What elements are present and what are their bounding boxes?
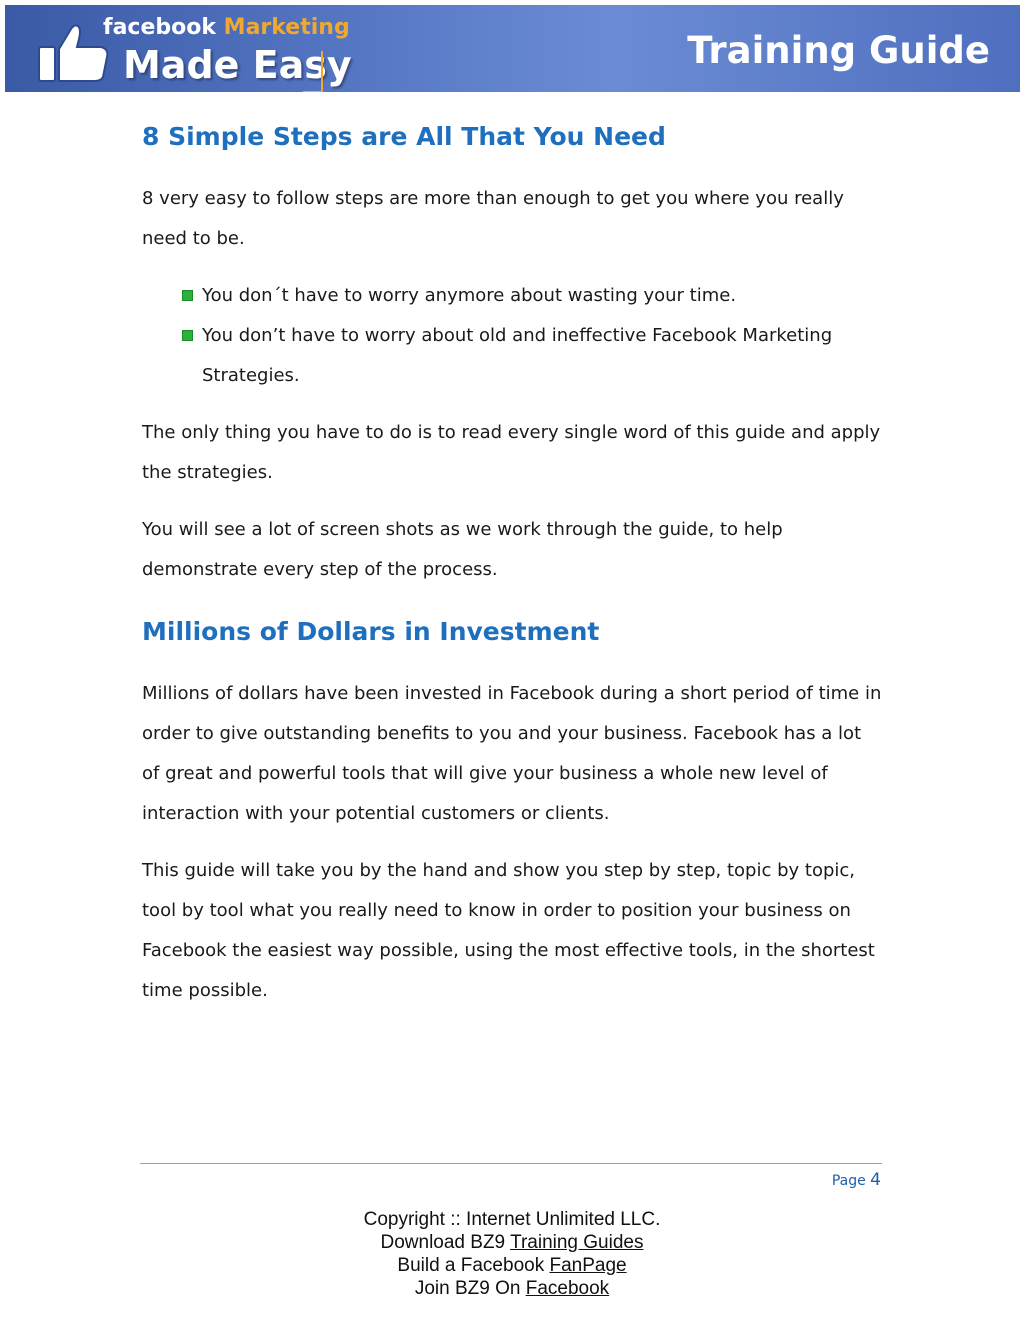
bullet-text: You don’t have to worry about old and ineffective Facebook Marketing Strategies.: [202, 325, 833, 386]
copyright-line: Copyright :: Internet Unlimited LLC.: [363, 1209, 661, 1230]
steps-intro-paragraph: 8 very easy to follow steps are more than enough to get you where you really need to be.: [142, 188, 844, 249]
facebook-text: Join BZ9 On: [414, 1278, 526, 1299]
footer-divider: [140, 1163, 882, 1164]
download-line: [0, 1231, 1024, 1254]
body-paragraph: The only thing you have to do is to read every single word of this guide and apply the strategies.: [142, 422, 881, 483]
steps-bullet-list: [142, 276, 882, 396]
page-content: [142, 112, 882, 1028]
brand-main-title: Made Easy: [123, 43, 352, 87]
page-number: [832, 1168, 881, 1193]
copyright-block: [0, 1208, 1024, 1300]
bullet-text: You don´t have to worry anymore about wasting your time.: [202, 285, 737, 306]
fanpage-line: [0, 1254, 1024, 1277]
brand-word-facebook: facebook: [103, 15, 216, 40]
section-heading-investment: Millions of Dollars in Investment: [142, 617, 600, 646]
bullet-square-icon: [182, 290, 193, 301]
page-number-value: 4: [870, 1170, 881, 1190]
fanpage-text: Build a Facebook: [397, 1255, 550, 1276]
body-paragraph: Millions of dollars have been invested in Facebook during a short period of time in order to give outstanding benefits to you and your business. Facebook has a lot of great and powerful tools that will give your business a whole new level of interaction with your potential customers or clients.: [142, 683, 882, 824]
brand-bracket-decoration: [303, 51, 323, 92]
bullet-square-icon: [182, 330, 193, 341]
facebook-line: [0, 1277, 1024, 1300]
body-paragraph: You will see a lot of screen shots as we work through the guide, to help demonstrate every step of the process.: [142, 519, 783, 580]
body-paragraph: This guide will take you by the hand and show you step by step, topic by topic, tool by tool what you really need to know in order to position your business on Facebook the easiest way possible, using the most effective tools, in the shortest time possible.: [142, 860, 875, 1001]
list-item: [142, 316, 882, 396]
section-heading-steps: 8 Simple Steps are All That You Need: [142, 122, 666, 151]
header-banner: [5, 5, 1020, 92]
brand-word-marketing: Marketing: [223, 15, 350, 40]
training-guides-link[interactable]: Training Guides: [510, 1232, 644, 1253]
banner-title: Training Guide: [687, 29, 990, 72]
fanpage-link[interactable]: FanPage: [549, 1255, 627, 1276]
list-item: [142, 276, 882, 316]
download-text: Download BZ9: [380, 1232, 511, 1253]
brand-tagline: [103, 15, 350, 41]
page-label: Page: [831, 1173, 866, 1189]
facebook-link[interactable]: Facebook: [525, 1278, 610, 1299]
